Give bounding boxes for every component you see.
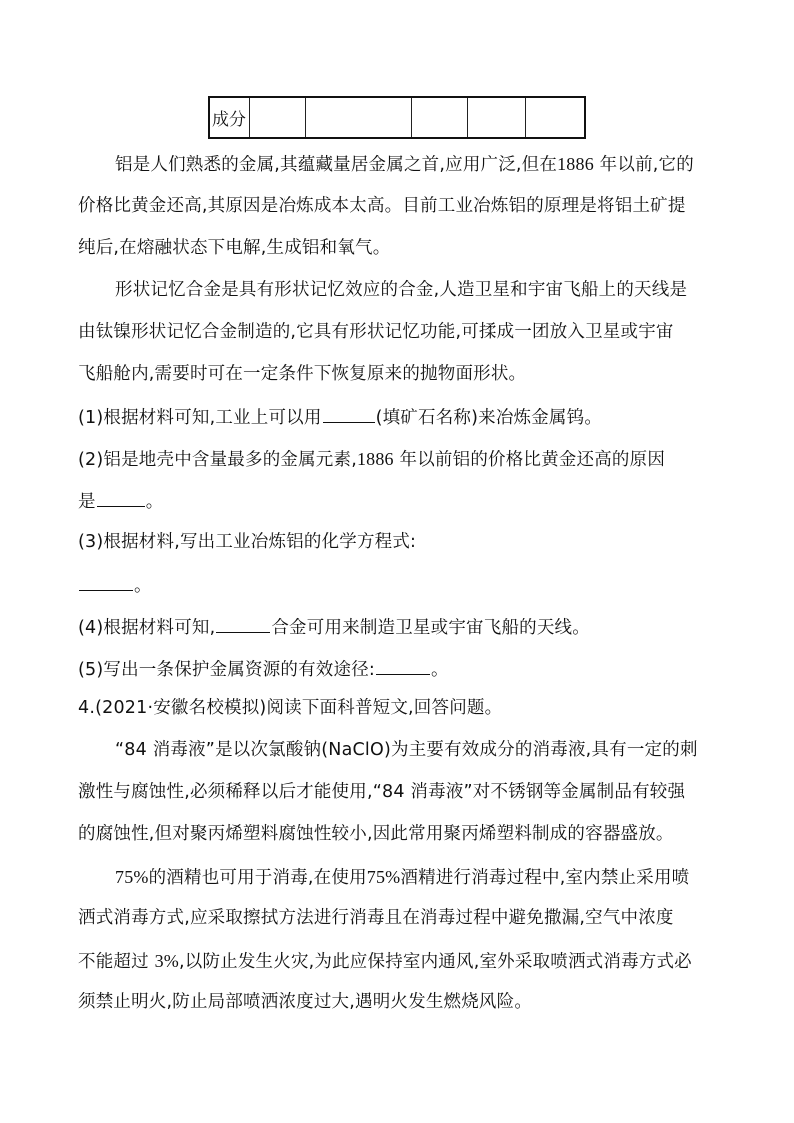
text: 铝是人们熟悉的金属,其蕴藏量居金属之首,应用广泛,但在: [115, 155, 558, 175]
text: 。: [134, 576, 152, 596]
question-2-continued: [78, 492, 163, 512]
answer-blank[interactable]: [97, 492, 145, 507]
year-number: 1886: [356, 449, 394, 469]
question-5: [78, 660, 449, 680]
text: 是: [78, 492, 96, 512]
text: 。: [430, 660, 449, 680]
paragraph-shape-memory-line1: 形状记忆合金是具有形状记忆效应的合金,人造卫星和宇宙飞船上的天线是: [115, 280, 688, 300]
paragraph-aluminum-line2: 价格比黄金还高,其原因是冶炼成本太高。目前工业冶炼铝的原理是将铝土矿提: [78, 196, 686, 216]
paragraph-disinfectant-line1: “84 消毒液”是以次氯酸钠(NaClO)为主要有效成分的消毒液,具有一定的刺: [115, 740, 698, 760]
question-3-answer: [78, 576, 152, 596]
text: 合金可用来制造卫星或宇宙飞船的天线。: [271, 618, 590, 638]
text: 的酒精也可用于消毒,在使用: [148, 868, 367, 888]
paragraph-alcohol-line2: 洒式消毒方式,应采取擦拭方法进行消毒且在消毒过程中避免撒漏,空气中浓度: [78, 908, 674, 928]
paragraph-aluminum-line3: 纯后,在熔融状态下电解,生成铝和氧气。: [78, 238, 391, 258]
percent-value: 75%: [115, 867, 149, 887]
composition-table: [208, 96, 586, 139]
answer-blank[interactable]: [323, 408, 375, 423]
question-3: (3)根据材料,写出工业冶炼铝的化学方程式:: [78, 532, 417, 552]
paragraph-disinfectant-line2: 激性与腐蚀性,必须稀释以后才能使用,“84 消毒液”对不锈钢等金属制品有较强: [78, 782, 686, 802]
text: 年以前铝的价格比黄金还高的原因: [399, 450, 666, 470]
percent-value: 3%: [154, 951, 179, 971]
paragraph-shape-memory-line3: 飞船舱内,需要时可在一定条件下恢复原来的抛物面形状。: [78, 364, 527, 384]
text: (4)根据材料可知,: [78, 618, 216, 638]
paragraph-disinfectant-line3: 的腐蚀性,但对聚丙烯塑料腐蚀性较小,因此常用聚丙烯塑料制成的容器盛放。: [78, 824, 674, 844]
year-number: 1886: [557, 154, 594, 174]
table-row: [209, 97, 585, 138]
text: (2)铝是地壳中含量最多的金属元素,: [78, 450, 357, 470]
table-cell: [525, 97, 585, 138]
paragraph-alcohol-line3: [78, 952, 692, 972]
question-1: [78, 408, 602, 428]
text: 。: [145, 492, 164, 512]
answer-blank[interactable]: [376, 660, 430, 675]
percent-value: 75%: [366, 867, 401, 887]
paragraph-alcohol-line4: 须禁止明火,防止局部喷洒浓度过大,遇明火发生燃烧风险。: [78, 992, 533, 1012]
text: (填矿石名称)来冶炼金属钨。: [375, 408, 603, 428]
text: (1)根据材料可知,工业上可以用: [78, 408, 322, 428]
paragraph-shape-memory-line2: 由钛镍形状记忆合金制造的,它具有形状记忆功能,可揉成一团放入卫星或宇宙: [78, 322, 674, 342]
text: (5)写出一条保护金属资源的有效途径:: [78, 660, 375, 680]
paragraph-alcohol-line1: [115, 868, 689, 888]
question-2: [78, 450, 665, 470]
answer-blank[interactable]: [216, 618, 270, 633]
table-header-cell: 成分: [209, 97, 249, 138]
table-cell: [305, 97, 411, 138]
paragraph-aluminum-line1: [115, 155, 694, 175]
text: 年以前,它的: [599, 155, 694, 175]
table-cell: [467, 97, 525, 138]
table-cell: [249, 97, 305, 138]
problem-4-header: 4.(2021·安徽名校模拟)阅读下面科普短文,回答问题。: [78, 698, 503, 718]
answer-blank[interactable]: [79, 576, 133, 591]
text: ,以防止发生火灾,为此应保持室内通风,室外采取喷洒式消毒方式必: [178, 952, 692, 972]
question-4: [78, 618, 590, 638]
text: 不能超过: [78, 952, 149, 972]
table-cell: [411, 97, 467, 138]
text: 酒精进行消毒过程中,室内禁止采用喷: [400, 868, 690, 888]
